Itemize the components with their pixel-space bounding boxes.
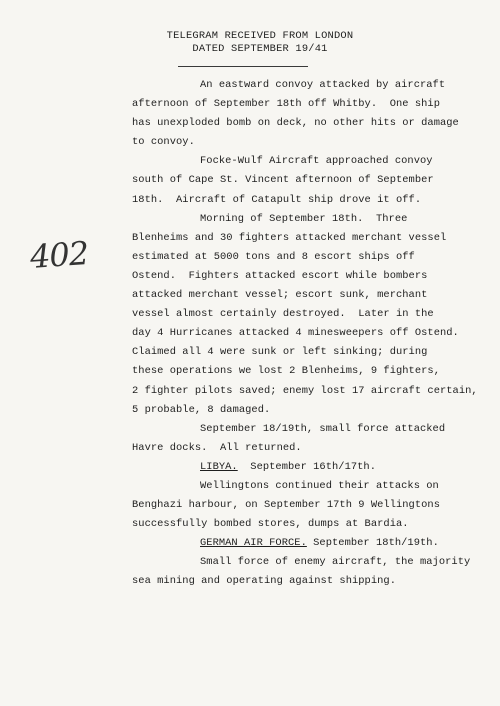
line-text: September 16th/17th.	[237, 460, 376, 473]
section-heading: LIBYA.	[200, 460, 238, 473]
body-line	[132, 248, 468, 267]
body-line	[132, 496, 468, 515]
line-text: attacked merchant vessel; escort sunk, merchant	[132, 289, 428, 302]
line-text: to convoy.	[132, 136, 195, 149]
line-text: successfully bombed stores, dumps at Bardia.	[132, 518, 409, 531]
line-text: Morning of September 18th. Three	[200, 212, 408, 225]
line-text: estimated at 5000 tons and 8 escort ships off	[132, 250, 415, 263]
line-text: these operations we lost 2 Blenheims, 9 fighters,	[132, 365, 440, 378]
body-line	[132, 515, 468, 534]
body-line	[132, 382, 478, 401]
line-text: south of Cape St. Vincent afternoon of September	[132, 174, 434, 187]
body-line	[132, 401, 468, 420]
body-line	[132, 95, 468, 114]
line-text: Claimed all 4 were sunk or left sinking; during	[132, 346, 428, 359]
body-line	[132, 171, 468, 190]
body-line	[132, 439, 468, 458]
body-line	[132, 343, 468, 362]
line-text: Ostend. Fighters attacked escort while bombers	[132, 269, 428, 282]
body-line	[132, 534, 468, 553]
body-line	[132, 420, 468, 439]
line-text: sea mining and operating against shipping.	[132, 575, 396, 588]
body-line	[132, 152, 468, 171]
body-line	[132, 210, 468, 229]
line-text: afternoon of September 18th off Whitby. One ship	[132, 98, 440, 111]
body-line	[132, 305, 468, 324]
section-heading: GERMAN AIR FORCE.	[200, 537, 307, 550]
line-text: Havre docks. All returned.	[132, 441, 302, 454]
body-line	[132, 458, 468, 477]
line-text: 18th. Aircraft of Catapult ship drove it off.	[132, 193, 422, 206]
line-text: Small force of enemy aircraft, the majority	[200, 556, 471, 569]
line-text: September 18th/19th.	[306, 537, 439, 550]
body-line	[132, 76, 468, 95]
header-rule	[178, 66, 308, 67]
body-line	[132, 267, 468, 286]
body-line	[132, 553, 471, 572]
telegram-body	[132, 76, 478, 592]
body-line	[132, 572, 468, 591]
line-text: 5 probable, 8 damaged.	[132, 403, 271, 416]
line-text: Benghazi harbour, on September 17th 9 Wellingtons	[132, 499, 440, 512]
telegram-header	[150, 30, 370, 55]
body-line	[132, 114, 468, 133]
line-text: Blenheims and 30 fighters attacked merchant vessel	[132, 231, 447, 244]
header-line-2: DATED SEPTEMBER 19/41	[192, 42, 328, 55]
body-line	[132, 229, 468, 248]
line-text: has unexploded bomb on deck, no other hits or damage	[132, 117, 459, 130]
body-line	[132, 362, 468, 381]
line-text: Focke-Wulf Aircraft approached convoy	[200, 155, 433, 168]
line-text: vessel almost certainly destroyed. Later in the	[132, 308, 434, 321]
handwritten-margin-note: 402	[28, 234, 90, 276]
line-text: September 18/19th, small force attacked	[200, 422, 446, 435]
line-text: Wellingtons continued their attacks on	[200, 479, 439, 492]
header-line-1: TELEGRAM RECEIVED FROM LONDON	[166, 30, 354, 42]
body-line	[132, 324, 468, 343]
line-text: 2 fighter pilots saved; enemy lost 17 aircraft certain,	[132, 384, 478, 397]
body-line	[132, 133, 468, 152]
line-text: day 4 Hurricanes attacked 4 minesweepers off Ostend.	[132, 327, 459, 340]
body-line	[132, 191, 468, 210]
body-line	[132, 477, 468, 496]
line-text: An eastward convoy attacked by aircraft	[200, 79, 446, 91]
body-line	[132, 286, 468, 305]
